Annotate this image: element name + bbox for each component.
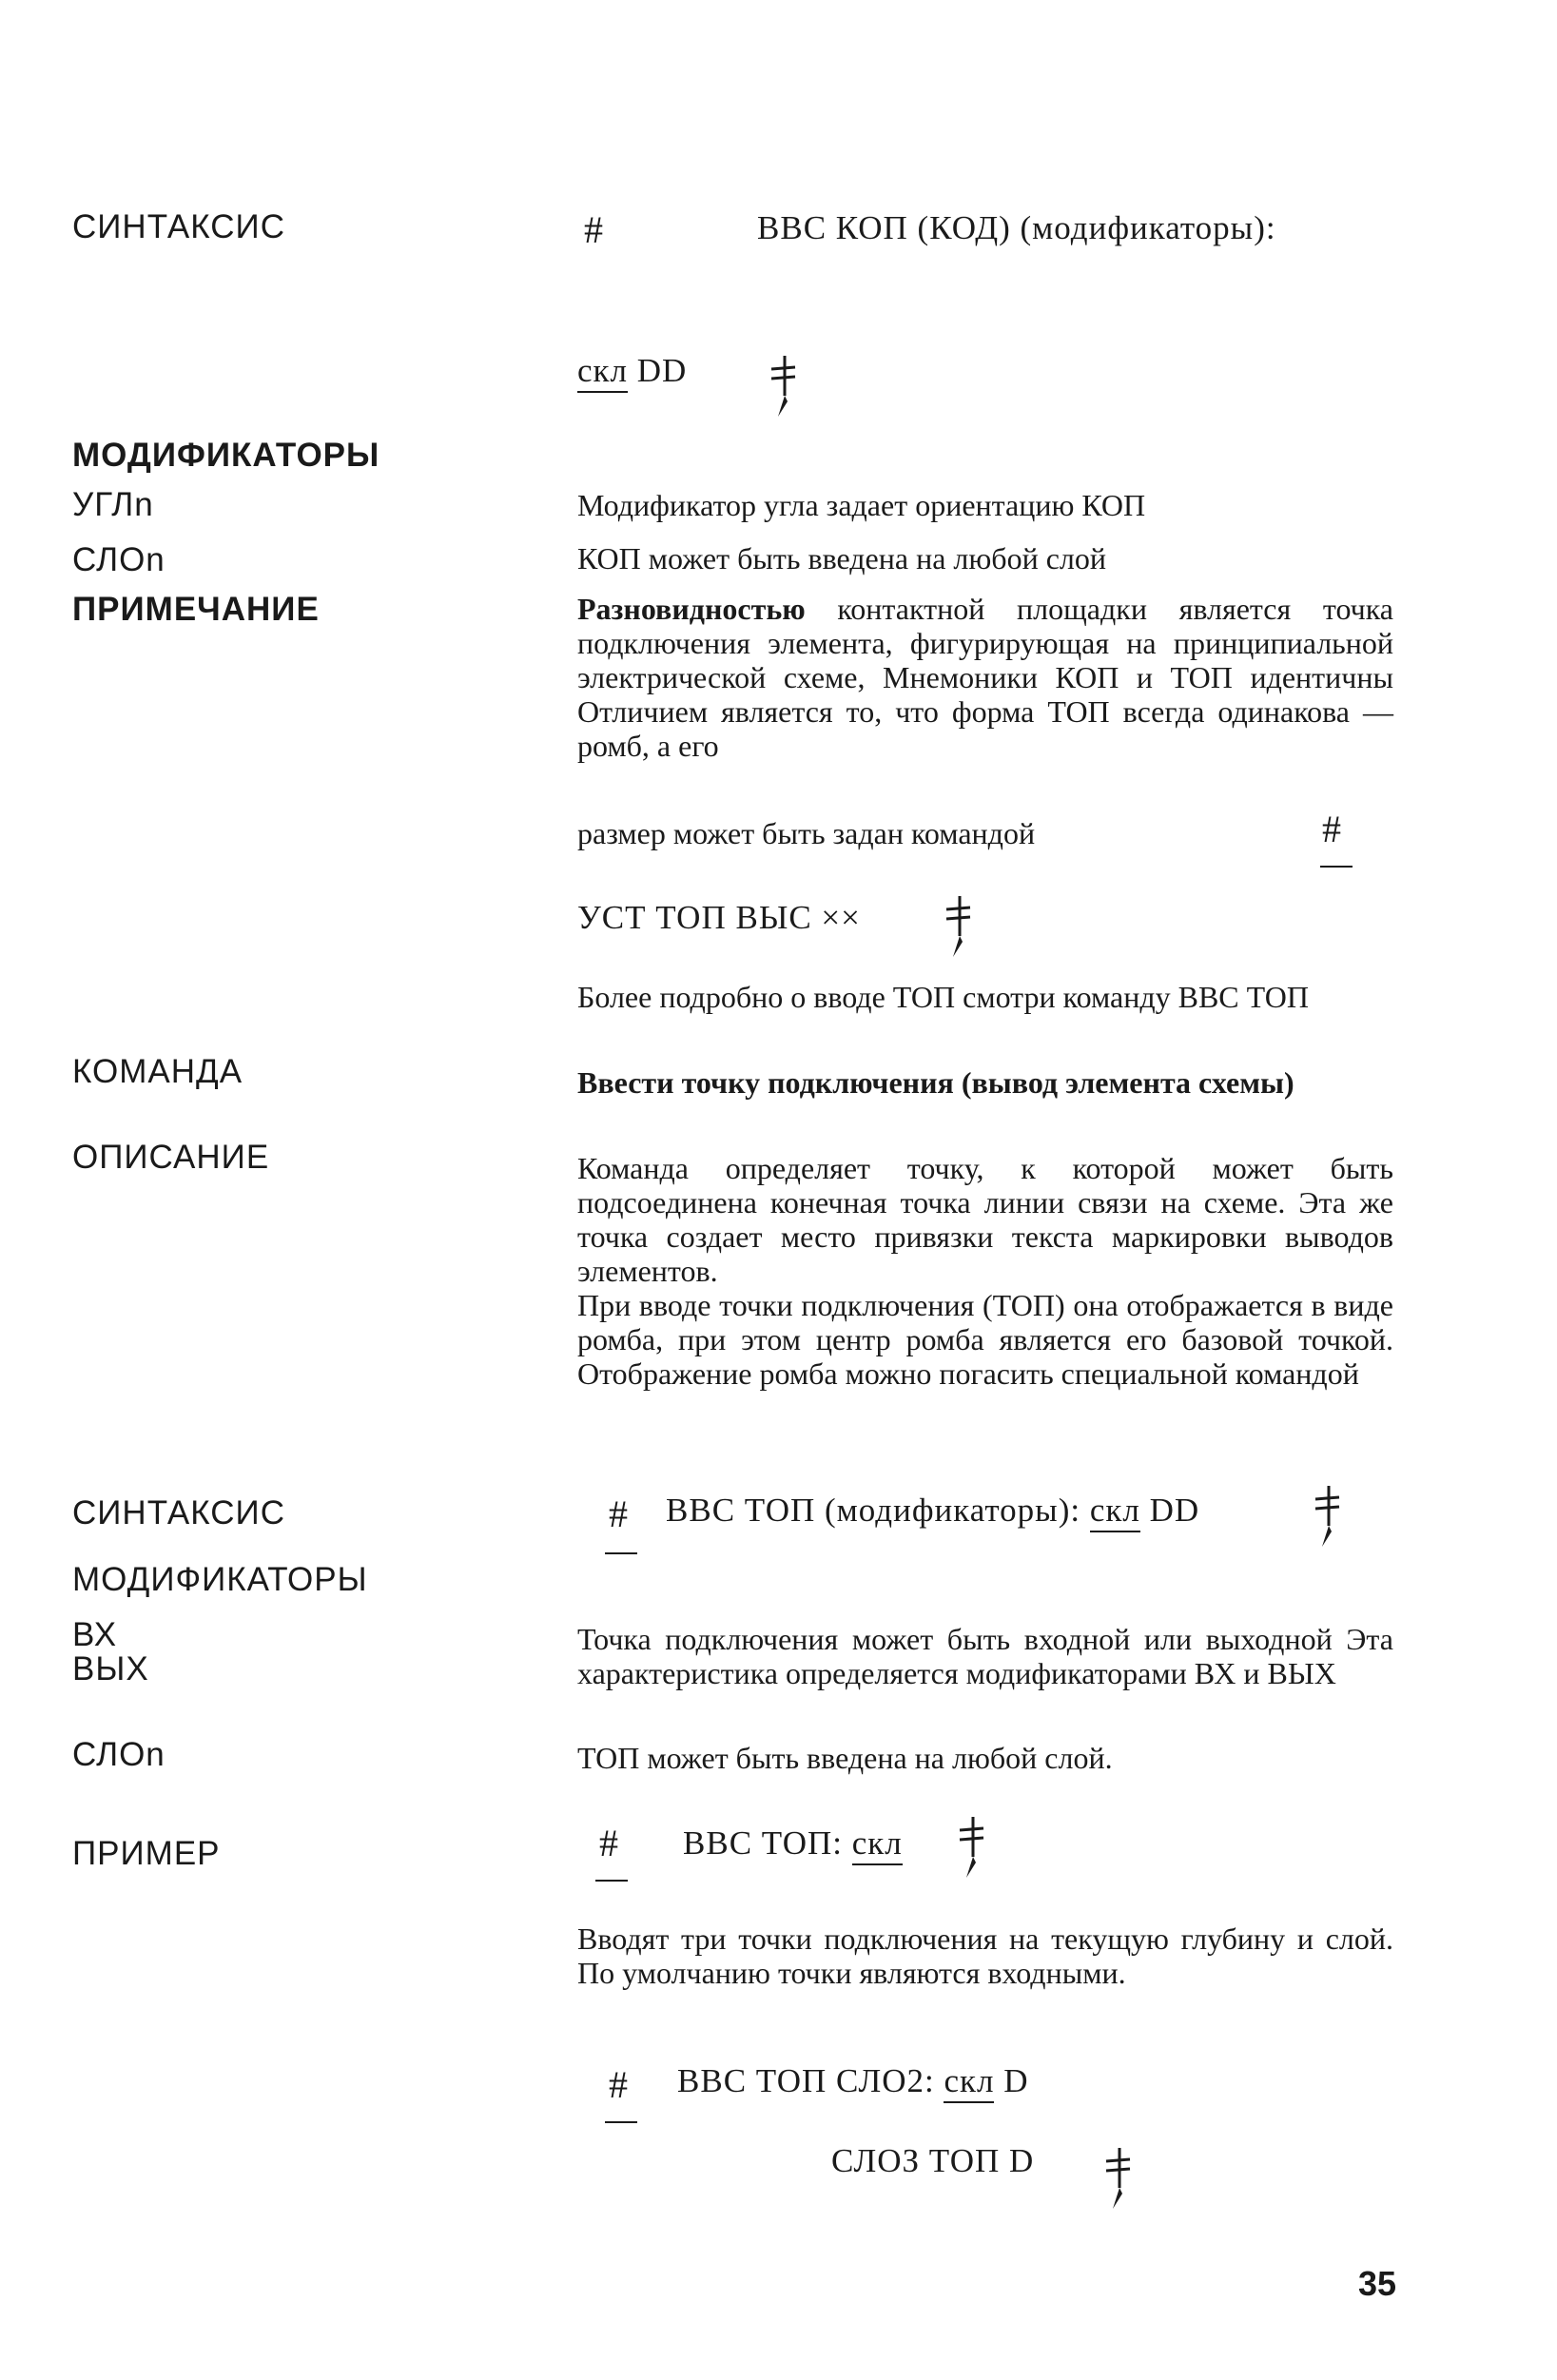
- note-paragraph: [577, 592, 1393, 763]
- syntax-command-2: [666, 1492, 1199, 1530]
- example-text: ВВС ТОП:: [683, 1824, 852, 1862]
- slon-text: КОП может быть введена на любой слой: [577, 541, 1106, 575]
- enter-key-icon-3: [1313, 1484, 1341, 1552]
- label-modifiers-2: МОДИФИКАТОРЫ: [72, 1561, 368, 1598]
- hash-underline-3: [595, 1880, 628, 1882]
- label-vyx: ВЫХ: [72, 1650, 149, 1687]
- note-body: контактной площадки является точка подключения элемента, фигурирующая на принципиальной электрической схеме, Мнемоники КОП и ТОП идентичны Отличием является то, что форма ТОП всегда одинакова — ромб, а его: [577, 592, 1393, 763]
- enter-key-icon-5: [1103, 2146, 1132, 2214]
- syntax2-text: ВВС ТОП (модификаторы):: [666, 1492, 1090, 1529]
- label-modifiers: МОДИФИКАТОРЫ: [72, 437, 380, 474]
- hash-symbol-4: #: [599, 1822, 618, 1864]
- ugln-text: Модификатор угла задает ориентацию КОП: [577, 488, 1146, 522]
- hash-symbol-5: #: [609, 2063, 628, 2106]
- skl-key: скл: [577, 352, 628, 393]
- hash-underline-4: [605, 2121, 637, 2123]
- note-lead: Разновидностью: [577, 592, 806, 626]
- hash-symbol-2: #: [1322, 808, 1341, 850]
- description-paragraph-2: При вводе точки подключения (ТОП) она отображается в виде ромба, при этом центр ромба является его базовой точкой. Отображение ромба можно погасить специальной командой: [577, 1288, 1393, 1391]
- example-command-3: СЛОЗ ТОП D: [831, 2142, 1035, 2179]
- enter-key-icon-4: [957, 1815, 985, 1883]
- syntax-continuation: [577, 352, 687, 390]
- label-slon-2: СЛОn: [72, 1736, 165, 1773]
- hash-underline-2: [605, 1552, 637, 1554]
- label-vx: ВХ: [72, 1616, 118, 1653]
- example2-text: ВВС ТОП СЛО2:: [677, 2062, 944, 2099]
- page-number: 35: [1358, 2264, 1397, 2303]
- slon-text-2: ТОП может быть введена на любой слой.: [577, 1741, 1113, 1775]
- label-command: КОМАНДА: [72, 1053, 243, 1090]
- label-ugln: УГЛn: [72, 486, 154, 523]
- example-command-2: [677, 2062, 1029, 2100]
- vx-vyx-text: Точка подключения может быть входной или выходной Эта характеристика определяется модификаторами ВХ и ВЫХ: [577, 1622, 1393, 1690]
- ust-command: УСТ ТОП ВЫС ××: [577, 899, 861, 936]
- enter-key-icon-2: [944, 894, 972, 963]
- label-example: ПРИМЕР: [72, 1835, 221, 1872]
- enter-key-icon: [769, 354, 797, 422]
- label-syntax-2: СИНТАКСИС: [72, 1494, 285, 1531]
- label-slon: СЛОn: [72, 541, 165, 578]
- skl-key-2: скл: [1090, 1492, 1140, 1532]
- hash-symbol-3: #: [609, 1492, 628, 1535]
- hash-symbol: #: [584, 208, 603, 251]
- label-syntax: СИНТАКСИС: [72, 208, 285, 245]
- size-line: размер может быть задан командой: [577, 816, 1036, 850]
- label-note: ПРИМЕЧАНИЕ: [72, 591, 320, 628]
- example-command: [683, 1824, 903, 1863]
- syntax-command: ВВС КОП (КОД) (модификаторы):: [757, 209, 1276, 246]
- description-paragraph: Команда определяет точку, к которой может быть подсоединена конечная точка линии связи на схеме. Эта же точка создает место привязки текста маркировки выводов элементов.: [577, 1151, 1393, 1288]
- label-description: ОПИСАНИЕ: [72, 1139, 270, 1176]
- syntax2-args: DD: [1139, 1492, 1200, 1529]
- more-text: Более подробно о вводе ТОП смотри команду ВВС ТОП: [577, 980, 1309, 1014]
- skl-key-4: скл: [944, 2062, 994, 2103]
- hash-underline: [1320, 866, 1353, 868]
- skl-key-3: скл: [852, 1824, 903, 1865]
- command-title: Ввести точку подключения (вывод элемента схемы): [577, 1065, 1294, 1100]
- example-paragraph: Вводят три точки подключения на текущую глубину и слой. По умолчанию точки являются входными.: [577, 1922, 1393, 1990]
- syntax-args: DD: [628, 352, 688, 389]
- example2-args: D: [994, 2062, 1029, 2099]
